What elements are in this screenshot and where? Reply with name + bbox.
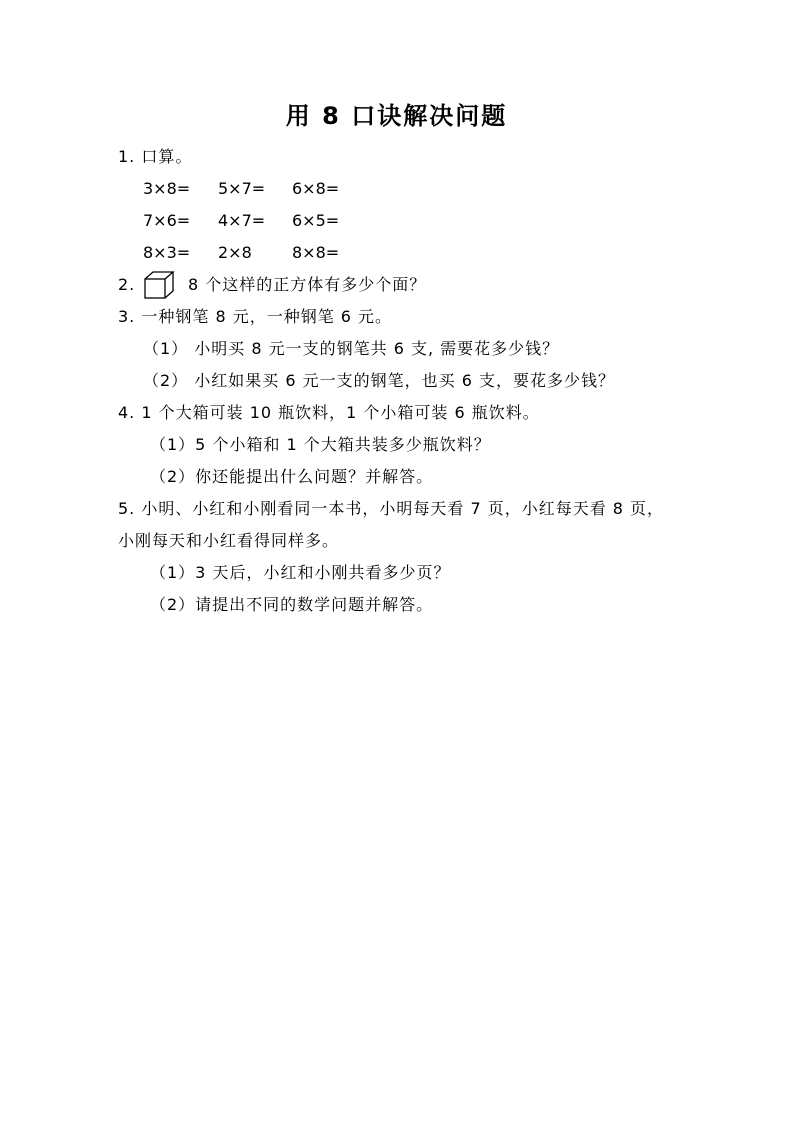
- cube-icon: [142, 270, 176, 300]
- question-4-sub-2: （2）你还能提出什么问题？并解答。: [150, 467, 434, 486]
- question-5-sub-2: （2）请提出不同的数学问题并解答。: [150, 595, 434, 614]
- page-title: 用 8 口诀解决问题: [285, 102, 508, 130]
- question-2-text: 8 个这样的正方体有多少个面？: [188, 275, 427, 294]
- question-3-sub-2: （2） 小红如果买 6 元一支的钢笔，也买 6 支，要花多少钱？: [143, 371, 615, 390]
- calc-item: 7×6=: [143, 211, 191, 230]
- question-5-sub-1: （1）3 天后，小红和小刚共看多少页？: [150, 563, 451, 582]
- calc-item: 6×5=: [292, 211, 340, 230]
- calc-item: 8×3=: [143, 243, 191, 262]
- calc-item: 3×8=: [143, 179, 191, 198]
- question-5-line-2: 小刚每天和小红看得同样多。: [118, 531, 340, 550]
- calc-item: 4×7=: [218, 211, 266, 230]
- question-1-label: 1. 口算。: [118, 147, 193, 166]
- question-3-sub-1: （1） 小明买 8 元一支的钢笔共 6 支, 需要花多少钱？: [143, 339, 560, 358]
- question-4-sub-1: （1）5 个小箱和 1 个大箱共装多少瓶饮料？: [150, 435, 491, 454]
- calc-item: 5×7=: [218, 179, 266, 198]
- question-4-text: 4. 1 个大箱可装 10 瓶饮料，1 个小箱可装 6 瓶饮料。: [118, 403, 540, 422]
- question-5-line-1: 5. 小明、小红和小刚看同一本书，小明每天看 7 页，小红每天看 8 页，: [118, 499, 665, 518]
- question-2-number: 2.: [118, 275, 136, 294]
- calc-item: 2×8: [218, 243, 252, 262]
- calc-item: 6×8=: [292, 179, 340, 198]
- calc-item: 8×8=: [292, 243, 340, 262]
- question-3-text: 3. 一种钢笔 8 元，一种钢笔 6 元。: [118, 307, 393, 326]
